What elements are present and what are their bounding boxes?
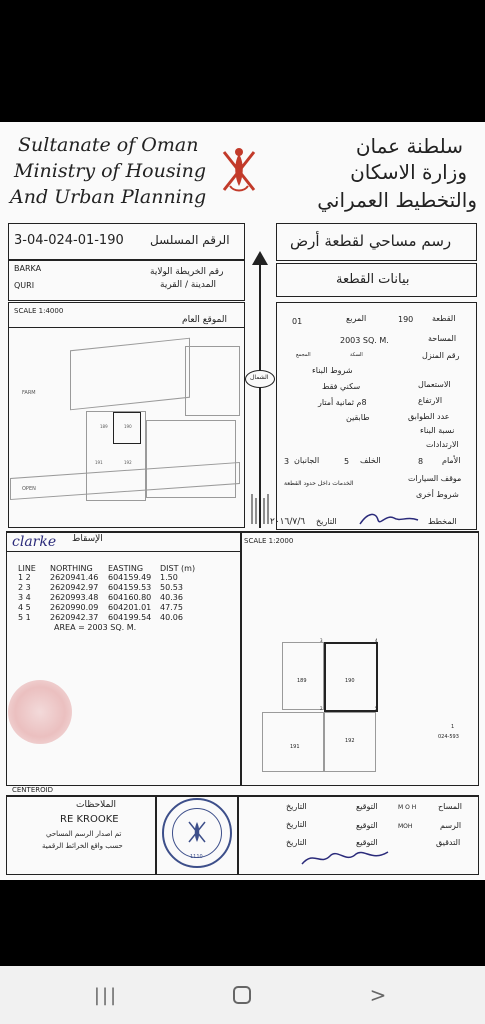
projection-handwritten: clarke [12,534,57,550]
coords-cell: 1 2 [18,573,31,582]
height-label: الارتفاع [418,396,443,405]
coords-header-row [18,564,238,573]
coords-col-line: LINE [18,564,36,573]
date-label: التاريخ [316,517,337,526]
general-site-divider [9,327,244,328]
parking-label: موقف السيارات [408,474,462,483]
coords-cell: 604159.53 [108,583,152,592]
detail-corner-label: 1 [451,724,455,730]
top-bar [0,0,485,122]
sig-moh-2: MOH [398,823,413,830]
map-label-192: 192 [124,460,132,465]
coords-row [18,593,238,603]
sig-checker: التدقيق [436,838,461,847]
height-value: 8م ثمانية أمتار [318,398,367,407]
front-value: 8 [418,457,424,466]
coords-cell: 50.53 [160,583,183,592]
header-ar-line3: والتخطيط العمراني [317,188,477,212]
header-ar-line2: وزارة الاسكان [350,160,467,184]
coords-cell: 604199.54 [108,613,152,622]
detail-parcel-191 [262,712,324,772]
home-icon [233,986,251,1004]
area-label: المساحة [428,334,457,343]
pink-seal [8,680,72,744]
coords-col-easting: EASTING [108,564,144,573]
sig-date-3: التاريخ [286,838,307,847]
planner-label: المخطط [428,517,457,526]
map-label-191: 191 [95,460,103,465]
oman-emblem-icon [214,142,264,200]
recent-apps-button[interactable] [76,978,136,1012]
map-label-farm: FARM [22,390,36,396]
plot-no: 190 [398,315,414,324]
detail-plot-190 [324,642,378,712]
plot-data-title: بيانات القطعة [336,272,410,287]
planner-signature [358,510,420,528]
survey-document [0,122,485,880]
north-label: الشمال [250,374,269,381]
projection-label: الإسقاط [72,534,103,544]
sig-signature-3: التوقيع [356,838,378,847]
coords-col-dist: DIST (m) [160,564,196,573]
bottom-bar [0,880,485,966]
centeroid-label: CENTEROID [12,786,54,794]
coords-table [18,564,238,632]
notes-title: الملاحظات [76,800,116,810]
north-hatch-icon [250,494,270,524]
coords-cell: 604201.01 [108,603,152,612]
plot-label: القطعة [432,314,456,323]
detail-vertex-3: 3 [320,638,323,643]
map-label-open: OPEN [22,486,36,492]
back-icon: > [369,983,387,1007]
home-button[interactable] [212,978,272,1012]
detail-ref: 024-593 [438,734,459,740]
document-title: رسم مساحي لقطعة أرض [290,232,452,250]
sig-signature-1: التوقيع [356,802,378,811]
sig-moh-1: M O H [398,804,417,811]
sides-label: الجانبان [294,456,320,465]
setbacks-label: الارتدادات [426,440,459,449]
detail-vertex-4: 4 [375,638,378,643]
other-conditions-label: شروط أخرى [416,490,459,499]
square-label: المربع [346,314,367,323]
coords-cell: 2620993.48 [50,593,99,602]
map-parcel-b [185,346,240,416]
sikka-label: السكة [350,352,363,358]
complex-label: المجمع [296,352,311,358]
coords-cell: 2620942.37 [50,613,99,622]
parking-value: الخدمات داخل حدود القطعة [284,480,354,487]
coords-cell: 4 5 [18,603,31,612]
header-en-line3: And Urban Planning [10,186,207,208]
north-arrow-line [259,260,261,528]
detail-vertex-5: 5 [375,706,378,711]
coords-row [18,613,238,623]
coords-row [18,583,238,593]
detail-label-191: 191 [290,744,300,750]
date-value: ٢٠١٦/٧/٦ [270,517,306,527]
coords-cell: 604159.49 [108,573,152,582]
location-label-1: رقم الخريطة الولاية [150,267,224,277]
coords-row [18,573,238,583]
detail-label-190: 190 [345,678,355,684]
general-site-label: الموقع العام [182,315,227,325]
back-button[interactable] [348,978,408,1012]
serial-label: الرقم المسلسل [150,233,230,247]
notes-text-2: حسب واقع الخرائط الرقمية [42,842,123,850]
header-en-line1: Sultanate of Oman [18,134,199,156]
map-label-190: 190 [124,424,132,429]
ratio-label: نسبة البناء [420,426,455,435]
coords-cell: 47.75 [160,603,183,612]
plan-scale: SCALE 1:2000 [244,537,294,545]
header-ar-line1: سلطنة عمان [355,134,463,158]
sig-signature-2: التوقيع [356,821,378,830]
coords-area: AREA = 2003 SQ. M. [54,623,137,632]
location-label-2: المدينة / القرية [160,280,217,290]
detail-parcel-189 [282,642,324,710]
detail-vertex-2: 2 [320,706,323,711]
stamp-text: 1110 [190,854,203,860]
notes-value: RE KROOKE [60,814,119,825]
map-label-189: 189 [100,424,108,429]
back-label: الخلف [360,456,381,465]
coords-cell: 604160.80 [108,593,152,602]
back-value: 5 [344,457,350,466]
coords-cell: 2620990.09 [50,603,99,612]
use-value: سكني فقط [322,382,361,391]
building-conditions-label: شروط البناء [312,366,353,375]
north-arrow-head-icon [252,250,268,264]
checker-handwritten-signature [300,844,390,870]
coords-cell: 1.50 [160,573,178,582]
sig-date-1: التاريخ [286,802,307,811]
coords-cell: 5 1 [18,613,31,622]
navigation-bar [0,966,485,1024]
wilayat-value: BARKA [14,264,42,273]
notes-text-1: تم اصدار الرسم المساحي [46,830,122,838]
village-value: QURI [14,281,35,290]
detail-label-189: 189 [297,678,307,684]
front-label: الأمام [442,456,461,465]
sides-value: 3 [284,457,290,466]
projection-divider [7,551,240,552]
coords-cell: 2 3 [18,583,31,592]
recent-apps-icon: ||| [93,984,119,1006]
coords-cell: 40.06 [160,613,183,622]
header-en-line2: Ministry of Housing [14,160,207,182]
square-no: 01 [292,317,303,326]
sig-surveyor: المساح [438,802,463,811]
coords-col-northing: NORTHING [50,564,93,573]
house-no-label: رقم المنزل [422,351,460,360]
serial-number: 3-04-024-01-190 [14,233,124,248]
detail-label-192: 192 [345,738,355,744]
coords-row [18,603,238,613]
coords-cell: 2620941.46 [50,573,99,582]
coords-cell: 2620942.97 [50,583,99,592]
floors-label: عدد الطوابق [408,412,450,421]
coords-cell: 40.36 [160,593,183,602]
coords-cell: 3 4 [18,593,31,602]
floors-value: طابقين [346,413,370,422]
sig-date-2: التاريخ [286,820,307,829]
sig-draftsman: الرسم [440,821,462,830]
map-parcel-a [70,338,190,411]
use-label: الاستعمال [418,380,451,389]
general-site-scale: SCALE 1:4000 [14,307,64,315]
area-value: 2003 SQ. M. [340,336,389,345]
ministry-stamp-icon [162,798,232,868]
